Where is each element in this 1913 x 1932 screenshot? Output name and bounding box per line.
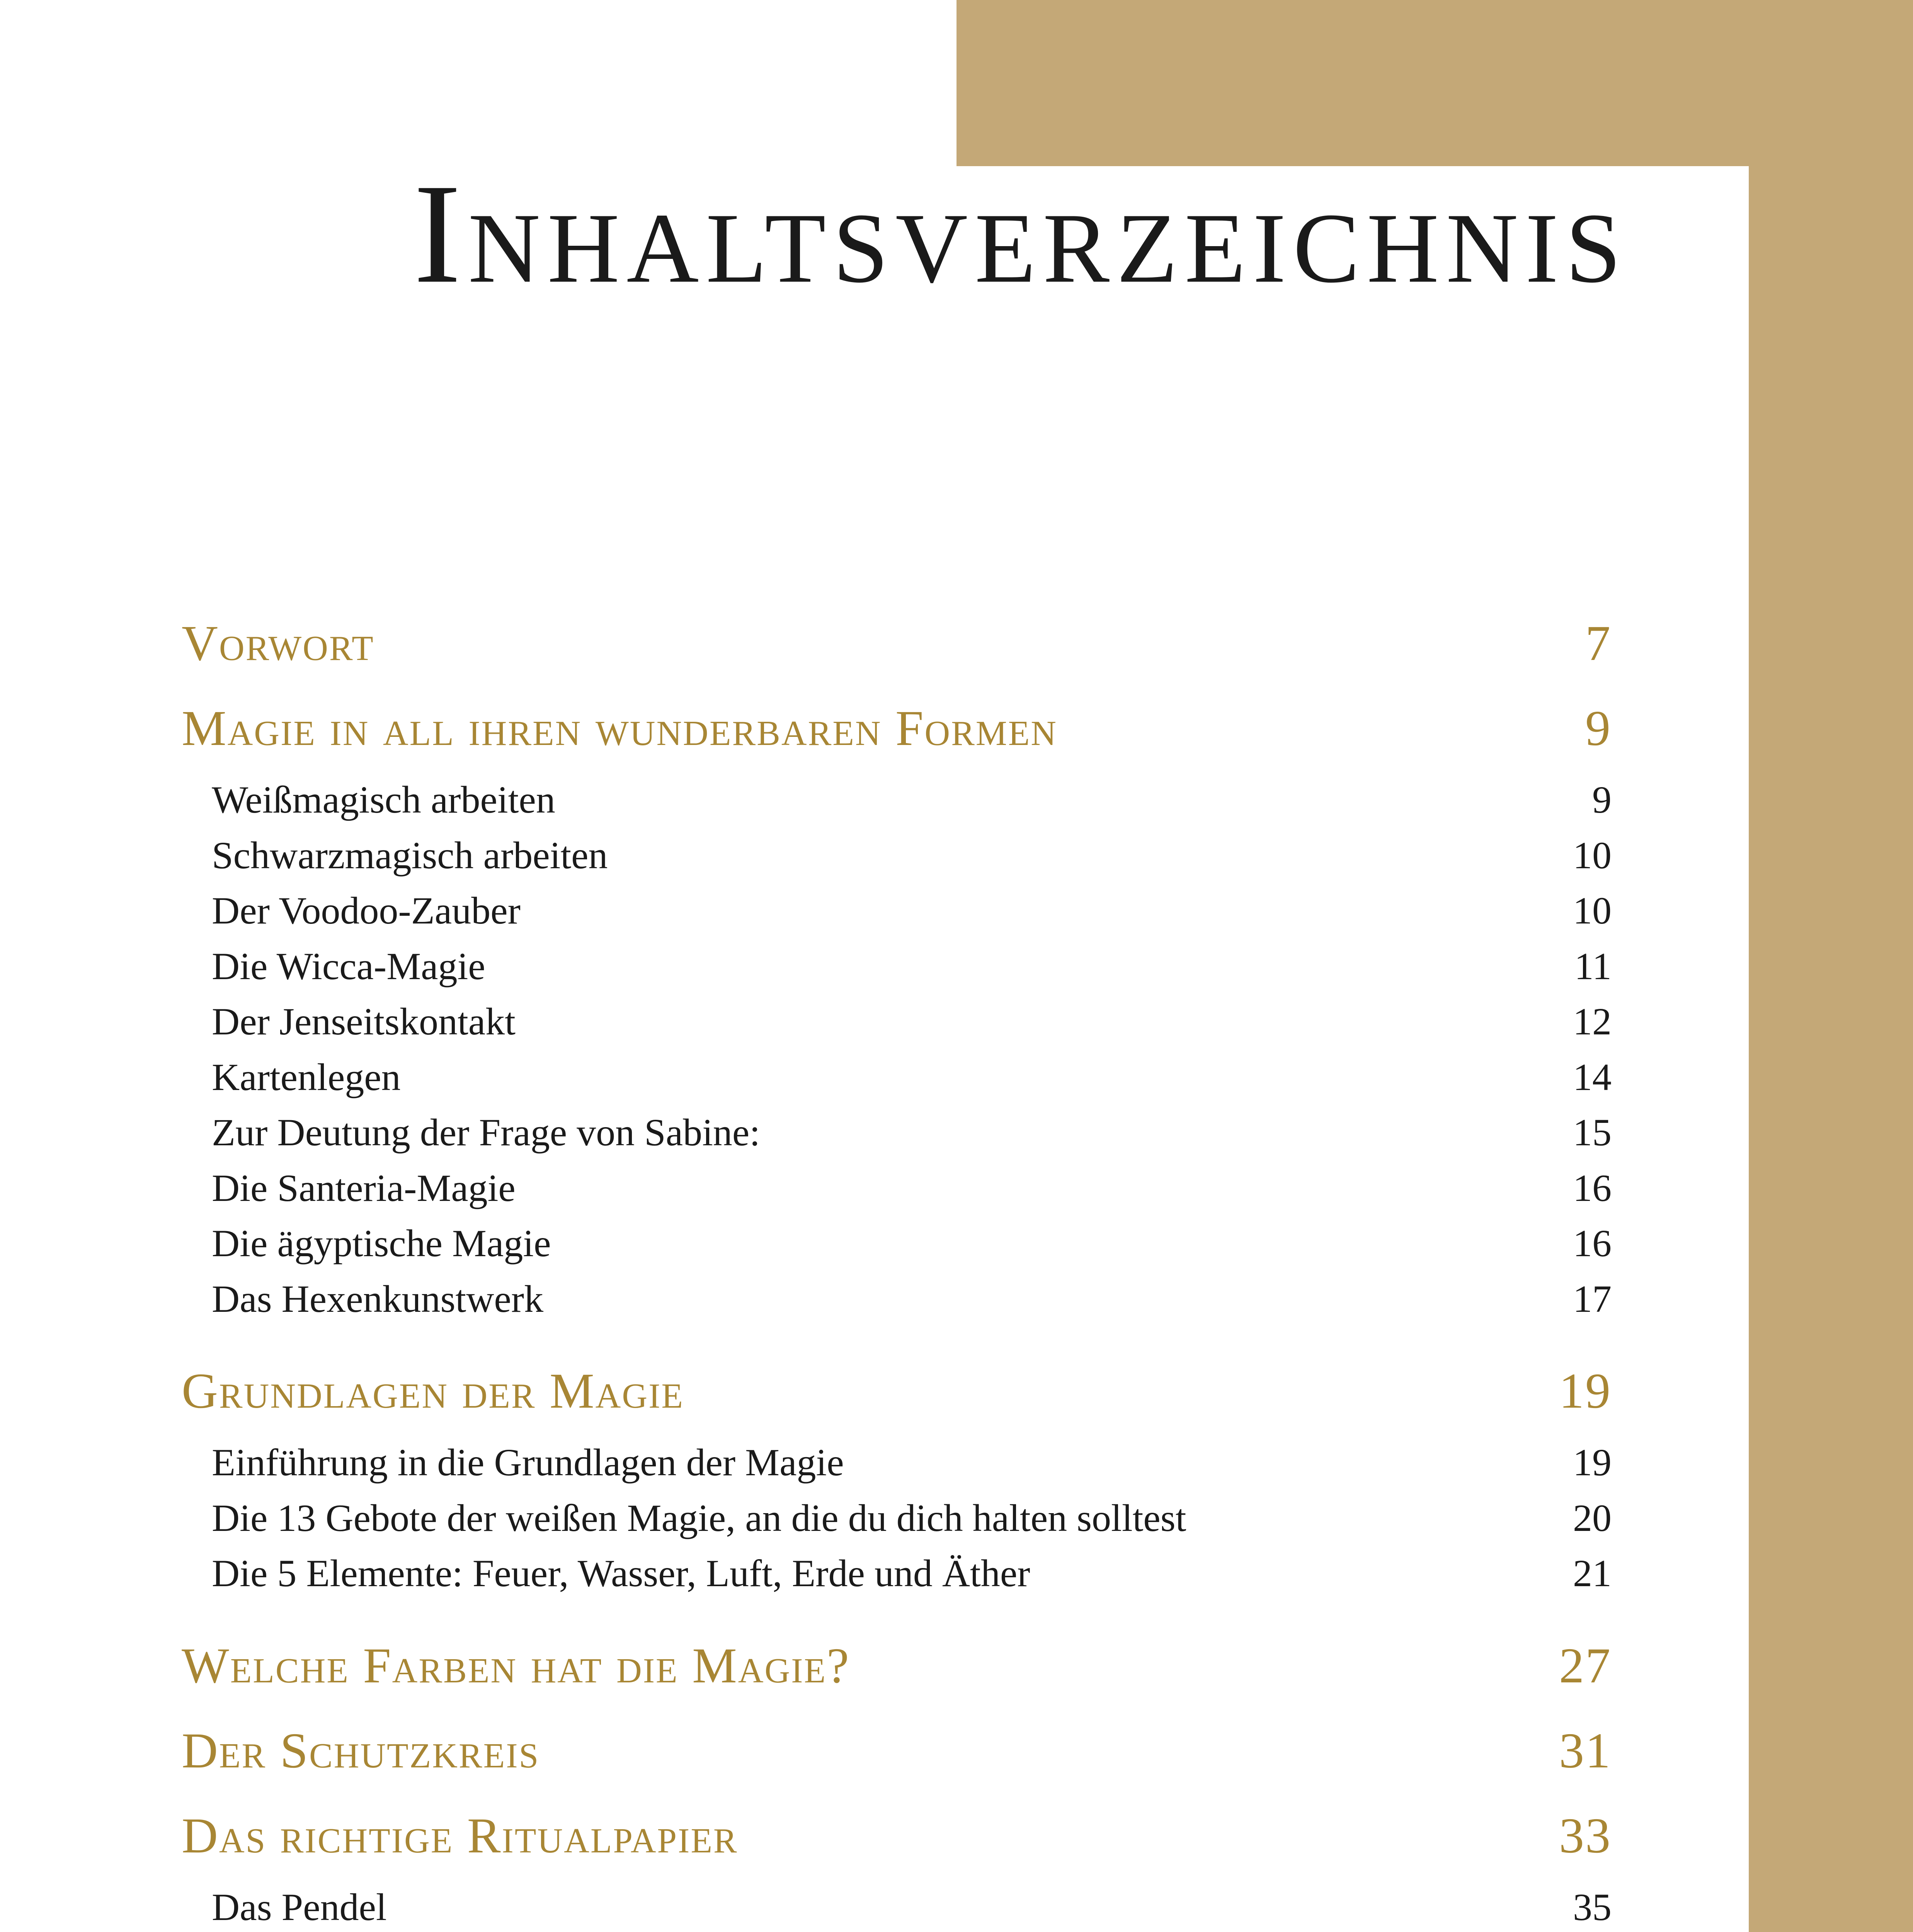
toc-chapter-entry[interactable] bbox=[182, 603, 1612, 688]
toc-subentry-title: Die 5 Elemente: Feuer, Wasser, Luft, Erde und Äther bbox=[212, 1552, 1030, 1595]
toc-subentry[interactable] bbox=[182, 1161, 1612, 1217]
toc-subentry-title: Das Hexenkunstwerk bbox=[212, 1277, 544, 1320]
toc-subentry[interactable] bbox=[182, 773, 1612, 828]
toc-subentry-title: Die ägyptische Magie bbox=[212, 1222, 551, 1265]
toc-subentry[interactable] bbox=[182, 1880, 1612, 1932]
toc-subentry-list bbox=[182, 773, 1612, 1350]
toc-subentry-page: 20 bbox=[1573, 1496, 1612, 1539]
toc-chapter-entry[interactable] bbox=[182, 688, 1612, 773]
toc-subentry[interactable] bbox=[182, 884, 1612, 939]
toc-subentry[interactable] bbox=[182, 1216, 1612, 1272]
toc-section bbox=[182, 603, 1612, 688]
toc-chapter-title: Grundlagen der Magie bbox=[182, 1363, 684, 1419]
toc-subentry-page: 12 bbox=[1573, 1000, 1612, 1043]
toc-subentry-title: Die Wicca-Magie bbox=[212, 944, 485, 988]
toc-section bbox=[182, 688, 1612, 1350]
toc-subentry[interactable] bbox=[182, 828, 1612, 884]
toc-subentry-page: 16 bbox=[1573, 1166, 1612, 1209]
toc-subentry-page: 21 bbox=[1573, 1552, 1612, 1595]
toc-subentry[interactable] bbox=[182, 1435, 1612, 1491]
toc-chapter-page: 19 bbox=[1559, 1363, 1612, 1419]
toc-subentry-title: Zur Deutung der Frage von Sabine: bbox=[212, 1111, 761, 1154]
toc-subentry[interactable] bbox=[182, 1491, 1612, 1547]
toc-subentry-title: Der Jenseitskontakt bbox=[212, 1000, 516, 1043]
toc-subentry[interactable] bbox=[182, 939, 1612, 995]
toc-chapter-title: Der Schutzkreis bbox=[182, 1723, 540, 1779]
toc-subentry[interactable] bbox=[182, 1050, 1612, 1106]
toc-subentry-title: Einführung in die Grundlagen der Magie bbox=[212, 1441, 844, 1484]
toc-chapter-page: 33 bbox=[1559, 1808, 1612, 1864]
toc-subentry-page: 10 bbox=[1573, 833, 1612, 877]
toc-chapter-title: Magie in all ihren wunderbaren Formen bbox=[182, 701, 1058, 756]
toc-subentry-page: 16 bbox=[1573, 1222, 1612, 1265]
toc-chapter-page: 27 bbox=[1559, 1638, 1612, 1694]
toc-subentry-title: Schwarzmagisch arbeiten bbox=[212, 833, 608, 877]
toc-chapter-entry[interactable] bbox=[182, 1350, 1612, 1435]
toc-chapter-entry[interactable] bbox=[182, 1625, 1612, 1710]
toc-section bbox=[182, 1625, 1612, 1710]
toc-chapter-title: Vorwort bbox=[182, 616, 374, 671]
toc-subentry[interactable] bbox=[182, 1105, 1612, 1161]
toc-subentry-page: 11 bbox=[1574, 944, 1612, 988]
toc-chapter-entry[interactable] bbox=[182, 1710, 1612, 1795]
toc-section bbox=[182, 1710, 1612, 1795]
toc-chapter-entry[interactable] bbox=[182, 1795, 1612, 1880]
toc-subentry[interactable] bbox=[182, 1546, 1612, 1602]
toc-chapter-page: 9 bbox=[1585, 701, 1612, 756]
toc-subentry-title: Der Voodoo-Zauber bbox=[212, 889, 521, 932]
toc-subentry-page: 14 bbox=[1573, 1055, 1612, 1099]
toc-subentry-page: 9 bbox=[1592, 778, 1612, 821]
toc-section bbox=[182, 1350, 1612, 1625]
toc-chapter-title: Das richtige Ritualpapier bbox=[182, 1808, 738, 1864]
toc-subentry-list bbox=[182, 1435, 1612, 1625]
toc-subentry-title: Kartenlegen bbox=[212, 1055, 401, 1099]
toc-subentry-page: 15 bbox=[1573, 1111, 1612, 1154]
toc-subentry-page: 10 bbox=[1573, 889, 1612, 932]
toc-subentry-title: Die 13 Gebote der weißen Magie, an die du dich halten solltest bbox=[212, 1496, 1186, 1539]
toc-subentry-title: Weißmagisch arbeiten bbox=[212, 778, 555, 821]
toc-chapter-page: 7 bbox=[1585, 616, 1612, 671]
page-title: Inhaltsverzeichnis bbox=[414, 155, 1628, 313]
toc-subentry-list bbox=[182, 1880, 1612, 1932]
toc-subentry-page: 17 bbox=[1573, 1277, 1612, 1320]
toc-subentry-page: 35 bbox=[1573, 1885, 1612, 1929]
toc-chapter-title: Welche Farben hat die Magie? bbox=[182, 1638, 850, 1694]
toc-subentry-page: 19 bbox=[1573, 1441, 1612, 1484]
toc-subentry-title: Das Pendel bbox=[212, 1885, 387, 1929]
table-of-contents bbox=[182, 603, 1612, 1932]
toc-section bbox=[182, 1795, 1612, 1932]
toc-subentry-title: Die Santeria-Magie bbox=[212, 1166, 516, 1209]
toc-subentry[interactable] bbox=[182, 995, 1612, 1050]
toc-subentry[interactable] bbox=[182, 1272, 1612, 1328]
toc-chapter-page: 31 bbox=[1559, 1723, 1612, 1779]
